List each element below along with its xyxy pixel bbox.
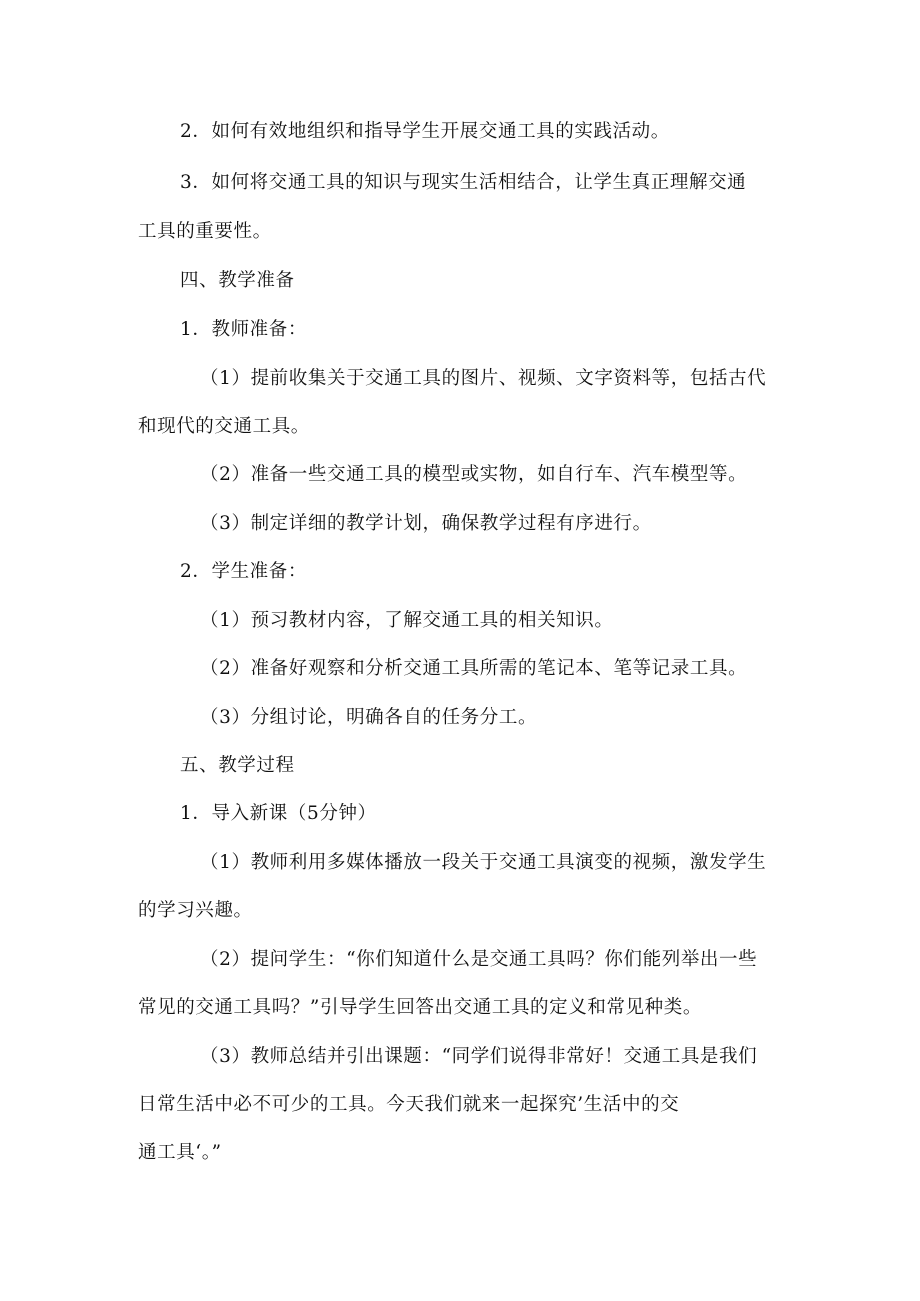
paragraph-continuation: 通工具‘。” — [138, 1142, 222, 1163]
list-item-question-3: 3．如何将交通工具的知识与现实生活相结合，让学生真正理解交通 — [180, 172, 747, 193]
subheading-lead-in: 1．导入新课（5分钟） — [180, 803, 377, 824]
list-item-teacher-2: （2）准备一些交通工具的模型或实物，如自行车、汽车模型等。 — [200, 464, 748, 485]
list-item-question-2: 2．如何有效地组织和指导学生开展交通工具的实践活动。 — [180, 121, 670, 142]
subheading-student-prep: 2．学生准备： — [180, 561, 307, 582]
paragraph-continuation: 工具的重要性。 — [138, 221, 272, 242]
list-item-process-2: （2）提问学生：“你们知道什么是交通工具吗？你们能列举出一些 — [200, 949, 758, 970]
paragraph-continuation: 和现代的交通工具。 — [138, 416, 310, 437]
paragraph-continuation: 常见的交通工具吗？”引导学生回答出交通工具的定义和常见种类。 — [138, 997, 702, 1018]
subheading-teacher-prep: 1．教师准备： — [180, 319, 307, 340]
paragraph-continuation: 的学习兴趣。 — [138, 900, 253, 921]
list-item-process-3: （3）教师总结并引出课题：“同学们说得非常好！交通工具是我们 — [200, 1046, 758, 1067]
list-item-process-1: （1）教师利用多媒体播放一段关于交通工具演变的视频，激发学生 — [200, 852, 767, 873]
list-item-student-3: （3）分组讨论，明确各自的任务分工。 — [200, 707, 538, 728]
list-item-student-1: （1）预习教材内容，了解交通工具的相关知识。 — [200, 610, 614, 631]
section-heading-preparation: 四、教学准备 — [180, 270, 295, 291]
list-item-student-2: （2）准备好观察和分析交通工具所需的笔记本、笔等记录工具。 — [200, 658, 748, 679]
paragraph-continuation: 日常生活中必不可少的工具。今天我们就来一起探究’生活中的交 — [138, 1094, 680, 1115]
section-heading-process: 五、教学过程 — [180, 755, 295, 776]
list-item-teacher-1: （1）提前收集关于交通工具的图片、视频、文字资料等，包括古代 — [200, 368, 767, 389]
list-item-teacher-3: （3）制定详细的教学计划，确保教学过程有序进行。 — [200, 513, 652, 534]
